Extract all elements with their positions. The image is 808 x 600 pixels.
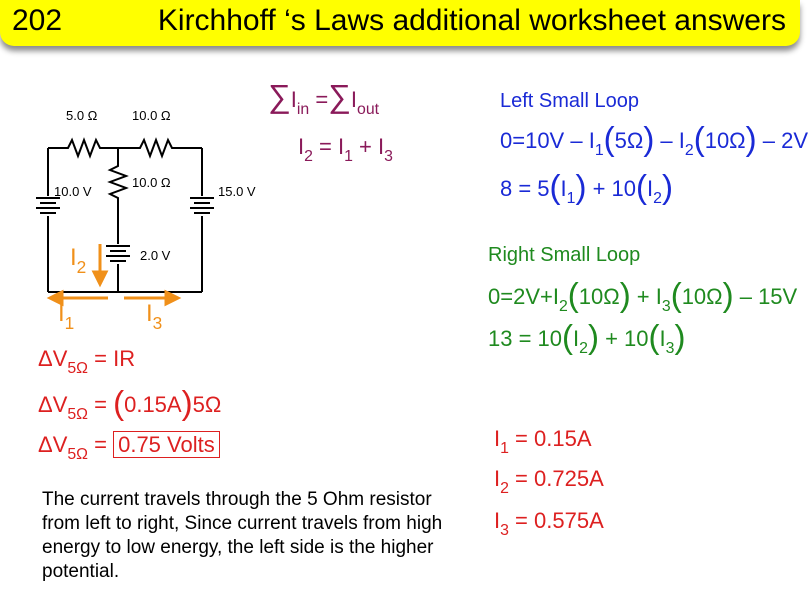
current-i3-label: $I_3$ (146, 300, 163, 333)
middle-wire (110, 148, 126, 292)
right-loop-title: Right Small Loop (488, 244, 641, 266)
left-loop-equation-2: $8 = 5(I_1) + 10(I_2)$ (500, 167, 673, 208)
right-loop-equation-1: $0=2V+I_2(10\Omega) + I_3(10\Omega) - 15V$ (488, 275, 798, 316)
voltage-drop-formula: $\Delta V_{5\Omega}$ = IR (38, 346, 136, 378)
slide-title: Kirchhoff ‘s Laws additional worksheet answers (157, 4, 786, 37)
junction-equation: $I_2 = I_1 + I_3$ (298, 134, 393, 166)
battery-middle-symbol (106, 246, 130, 261)
right-loop-equation-2: $13 = 10(I_2) + 10(I_3)$ (488, 317, 686, 358)
left-loop-title: Left Small Loop (500, 90, 639, 112)
top-wire (48, 140, 202, 156)
answer-i2: $I_2 = 0.725A$ (494, 466, 604, 498)
resistor-5-label: 5.0 Ω (66, 108, 98, 123)
battery-right-symbol (190, 198, 214, 213)
battery-left-label: 10.0 V (54, 184, 92, 199)
voltage-drop-substitution: $\Delta V_{5\Omega} = (0.15A)5\Omega$ (38, 383, 222, 424)
junction-rule: $\sum I_{in} =\sum I_{out}$ (268, 78, 380, 119)
battery-left-symbol (36, 198, 60, 213)
voltage-drop-result: $\Delta V_{5\Omega} = 0.75$ Volts (38, 432, 220, 458)
left-loop-equation-1: $0=10V - I_1(5\Omega) - I_2(10\Omega) - 2V$ (500, 119, 808, 160)
answer-box: 0.75 Volts (113, 431, 220, 458)
current-i1-label: $I_1$ (58, 300, 75, 333)
answer-i1: $I_1 = 0.15A$ (494, 426, 592, 458)
slide-number: 202 (12, 4, 63, 37)
battery-right-label: 15.0 V (218, 184, 256, 199)
answer-i3: $I_3 = 0.575A$ (494, 508, 604, 540)
resistor-10-top-label: 10.0 Ω (132, 108, 171, 123)
battery-middle-label: 2.0 V (140, 248, 171, 263)
current-i2-label: $I_2$ (70, 244, 87, 277)
resistor-10-middle-label: 10.0 Ω (132, 175, 171, 190)
explanation-text: The current travels through the 5 Ohm resistor from left to right, Since current travels from high energy to low energy, the left side is the higher potential. (42, 489, 443, 582)
